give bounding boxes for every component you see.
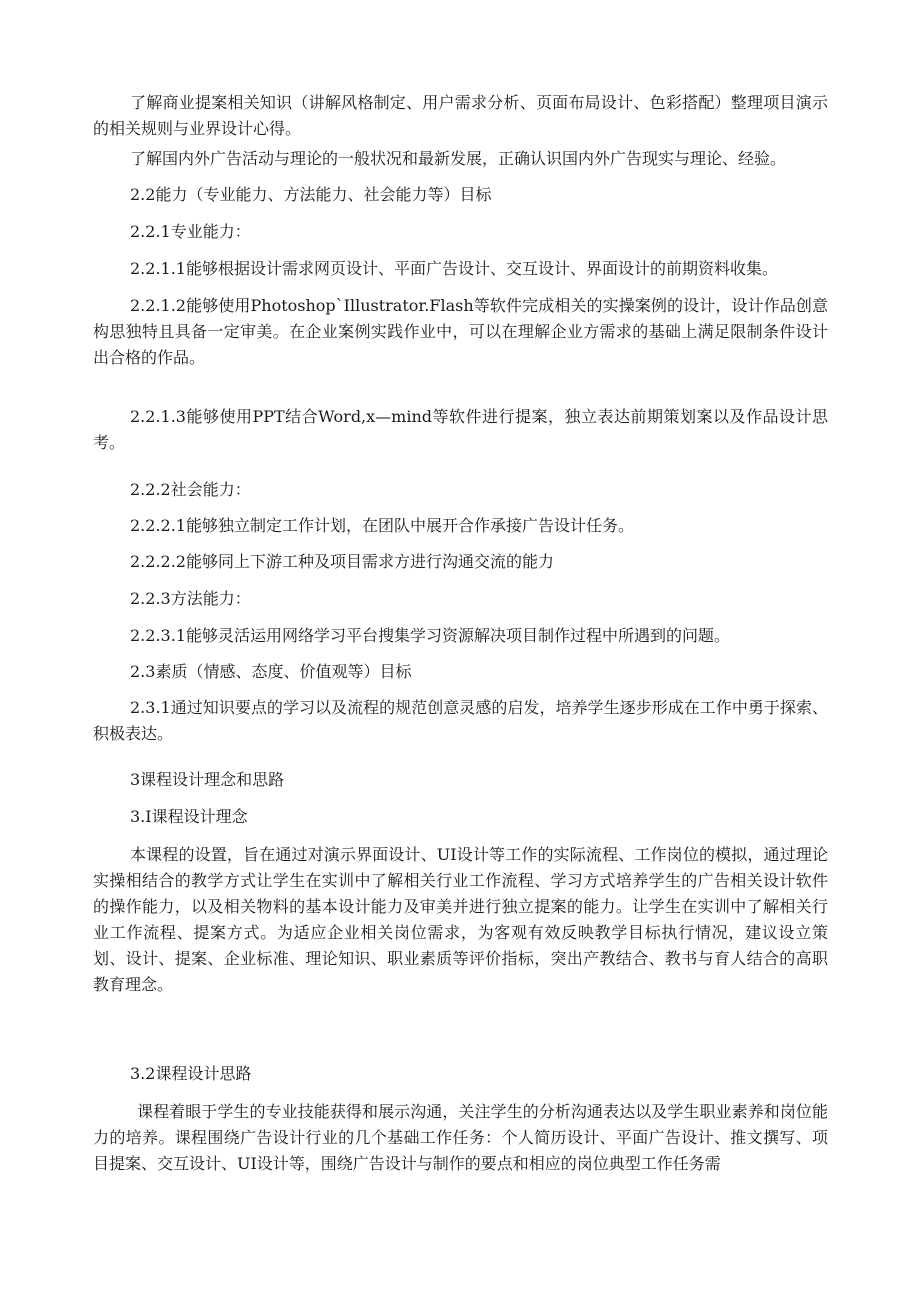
paragraph-2-2-1-3: 2.2.1.3能够使用PPT结合Word,x—mind等软件进行提案，独立表达前期策划案以及作品设计思考。 [93, 407, 828, 452]
heading-3-1-design-concept: 3.I课程设计理念 [130, 807, 248, 826]
heading-3-course-design: 3课程设计理念和思路 [130, 770, 285, 789]
paragraph-2-3-1: 2.3.1通过知识要点的学习以及流程的规范创意灵感的启发，培养学生逐步形成在工作中勇于探索、积极表达。 [93, 698, 828, 743]
paragraph-2-2-1-2: 2.2.1.2能够使用Photoshop`Illustrator.Flash等软件完成相关的实操案例的设计，设计作品创意构思独特且具备一定审美。在企业案例实践作业中，可以在理解企业方需求的基础上满足限制条件设计出合格的作品。 [93, 296, 828, 367]
paragraph-business-proposal: 了解商业提案相关知识（讲解风格制定、用户需求分析、页面布局设计、色彩搭配）整理项目演示的相关规则与业界设计心得。 [93, 93, 828, 138]
heading-2-2-1-professional-ability: 2.2.1专业能力： [130, 222, 251, 241]
paragraph-2-2-1-1: 2.2.1.1能够根据设计需求网页设计、平面广告设计、交互设计、界面设计的前期资料收集。 [130, 259, 778, 278]
paragraph-2-2-2-1: 2.2.2.1能够独立制定工作计划，在团队中展开合作承接广告设计任务。 [130, 516, 634, 535]
paragraph-design-approach: 课程着眼于学生的专业技能获得和展示沟通，关注学生的分析沟通表达以及学生职业素养和岗位能力的培养。课程围绕广告设计行业的几个基础工作任务：个人简历设计、平面广告设计、推文撰写、项目提案、交互设计、UI设计等，围绕广告设计与制作的要点和相应的岗位典型工作任务需 [93, 1102, 828, 1173]
heading-2-3-quality-goals: 2.3素质（情感、态度、价值观等）目标 [130, 662, 412, 681]
paragraph-2-2-2-2: 2.2.2.2能够同上下游工种及项目需求方进行沟通交流的能力 [130, 552, 554, 571]
heading-2-2-ability-goals: 2.2能力（专业能力、方法能力、社会能力等）目标 [130, 185, 492, 204]
paragraph-2-2-3-1: 2.2.3.1能够灵活运用网络学习平台搜集学习资源解决项目制作过程中所遇到的问题。 [130, 626, 730, 645]
paragraph-advertising-theory: 了解国内外广告活动与理论的一般状况和最新发展，正确认识国内外广告现实与理论、经验。 [130, 149, 787, 168]
heading-2-2-3-method-ability: 2.2.3方法能力： [130, 589, 251, 608]
heading-2-2-2-social-ability: 2.2.2社会能力： [130, 480, 251, 499]
heading-3-2-design-approach: 3.2课程设计思路 [130, 1064, 252, 1083]
paragraph-design-concept: 本课程的设置，旨在通过对演示界面设计、UI设计等工作的实际流程、工作岗位的模拟，通过理论实操相结合的教学方式让学生在实训中了解相关行业工作流程、学习方式培养学生的广告相关设计软件的操作能力，以及相关物料的基本设计能力及审美并进行独立提案的能力。让学生在实训中了解相关行业工作流程、提案方式。为适应企业相关岗位需求，为客观有效反映教学目标执行情况，建议设立策划、设计、提案、企业标准、理论知识、职业素质等评价指标，突出产教结合、教书与育人结合的高职教育理念。 [93, 845, 828, 994]
